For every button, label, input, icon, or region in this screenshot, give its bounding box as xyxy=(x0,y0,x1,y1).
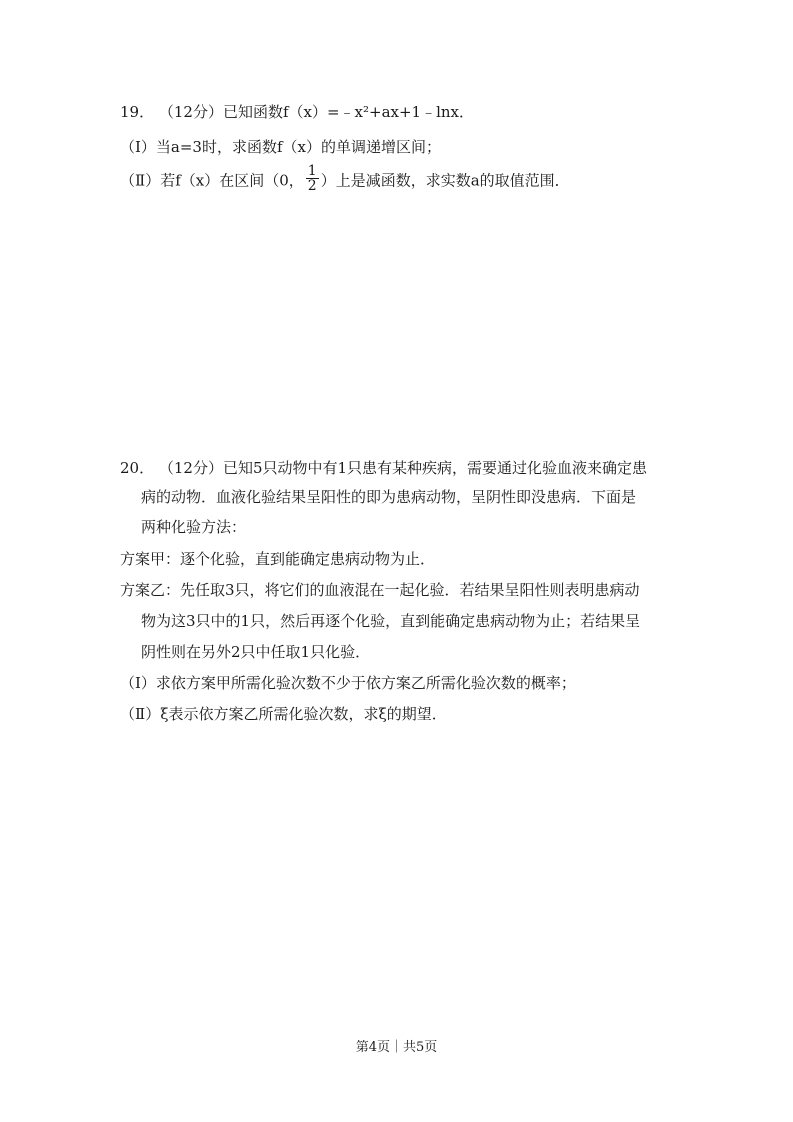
fraction-one-half xyxy=(306,164,319,193)
q19-part2 xyxy=(120,163,570,194)
q19-part1: （Ⅰ）当a=3时，求函数f（x）的单调递增区间； xyxy=(120,138,441,156)
fraction-denominator: 2 xyxy=(307,178,317,194)
fraction-numerator: 1 xyxy=(307,163,317,179)
q19-part2-after: ）上是减函数，求实数a的取值范围． xyxy=(320,171,570,190)
page-footer: 第4页｜共5页 xyxy=(355,1040,438,1055)
q19-title: 19． （12分）已知函数f（x）=﹣x²+ax+1﹣lnx． xyxy=(120,103,474,121)
q20-plan-b-line1: 方案乙：先任取3只，将它们的血液混在一起化验．若结果呈阳性则表明患病动 xyxy=(120,581,640,599)
q20-plan-b-line3: 阴性则在另外2只中任取1只化验． xyxy=(141,643,371,661)
q20-part2: （Ⅱ）ξ表示依方案乙所需化验次数，求ξ的期望． xyxy=(120,705,447,723)
q20-plan-b-line2: 物为这3只中的1只，然后再逐个化验，直到能确定患病动物为止；若结果呈 xyxy=(141,612,641,630)
q20-title: 20． （12分）已知5只动物中有1只患有某种疾病，需要通过化验血液来确定患 xyxy=(120,459,648,477)
q20-plan-a: 方案甲：逐个化验，直到能确定患病动物为止． xyxy=(120,550,436,568)
q19-part2-before: （Ⅱ）若f（x）在区间（0， xyxy=(120,171,304,190)
q20-part1: （Ⅰ）求依方案甲所需化验次数不少于依方案乙所需化验次数的概率； xyxy=(120,674,576,692)
q20-line2: 病的动物．血液化验结果呈阳性的即为患病动物，呈阴性即没患病．下面是 xyxy=(141,488,637,506)
q20-line3: 两种化验方法： xyxy=(141,518,247,536)
